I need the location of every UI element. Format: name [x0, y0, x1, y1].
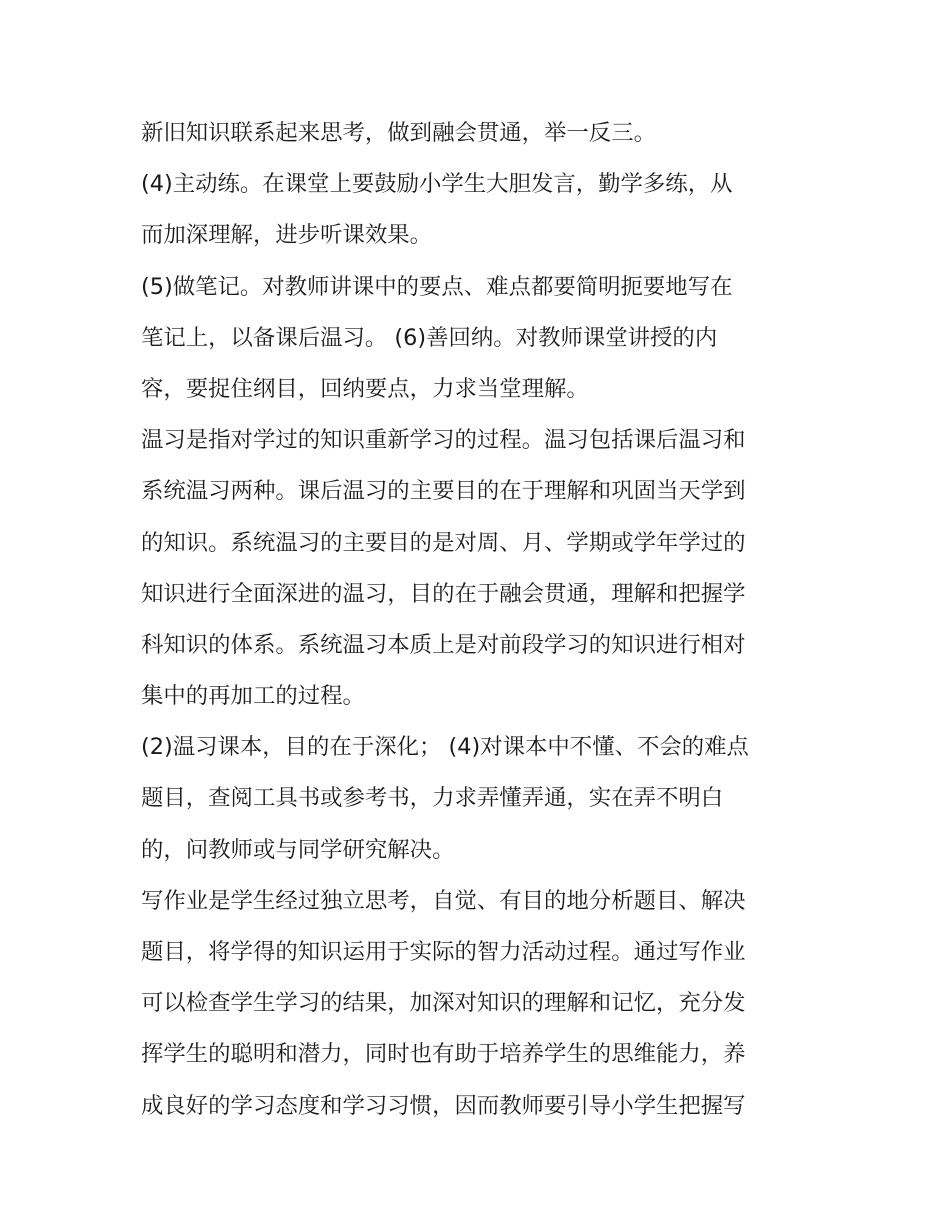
text-line: 的，问教师或与同学研究解决。: [141, 836, 455, 863]
text-line: 挥学生的聪明和潜力，同时也有助于培养学生的思维能力，养: [141, 1041, 746, 1068]
text-line: 新旧知识联系起来思考，做到融会贯通，举一反三。: [141, 120, 656, 146]
text-line: 的知识。系统温习的主要目的是对周、月、学期或学年学过的: [141, 529, 746, 556]
text-line: 写作业是学生经过独立思考，自觉、有目的地分析题目、解决: [141, 887, 746, 914]
text-line: (4)主动练。在课堂上要鼓励小学生大胆发言，勤学多练，从: [141, 171, 733, 198]
text-line: 容，要捉住纲目，回纳要点，力求当堂理解。: [141, 375, 589, 402]
text-line: 科知识的体系。系统温习本质上是对前段学习的知识进行相对: [141, 631, 746, 658]
text-line: 集中的再加工的过程。: [141, 683, 365, 710]
text-line: 成良好的学习态度和学习习惯，因而教师要引导小学生把握写: [141, 1092, 746, 1119]
text-line: (5)做笔记。对教师讲课中的要点、难点都要简明扼要地写在: [141, 273, 733, 300]
text-line: 题目，将学得的知识运用于实际的智力活动过程。通过写作业: [141, 939, 746, 965]
text-line: 笔记上，以备课后温习。 (6)善回纳。对教师课堂讲授的内: [141, 324, 718, 351]
text-line: 温习是指对学过的知识重新学习的过程。温习包括课后温习和: [141, 427, 746, 454]
text-line: 而加深理解，进步听课效果。: [141, 222, 433, 249]
text-line: 可以检查学生学习的结果，加深对知识的理解和记忆，充分发: [141, 990, 746, 1017]
text-line: (2)温习课本，目的在于深化； (4)对课本中不懂、不会的难点: [141, 734, 749, 761]
text-line: 系统温习两种。课后温习的主要目的在于理解和巩固当天学到: [141, 478, 746, 505]
text-line: 知识进行全面深进的温习，目的在于融会贯通，理解和把握学: [141, 580, 746, 607]
body-text: [141, 108, 816, 1132]
text-line: 题目，查阅工具书或参考书，力求弄懂弄通，实在弄不明白: [141, 785, 724, 812]
